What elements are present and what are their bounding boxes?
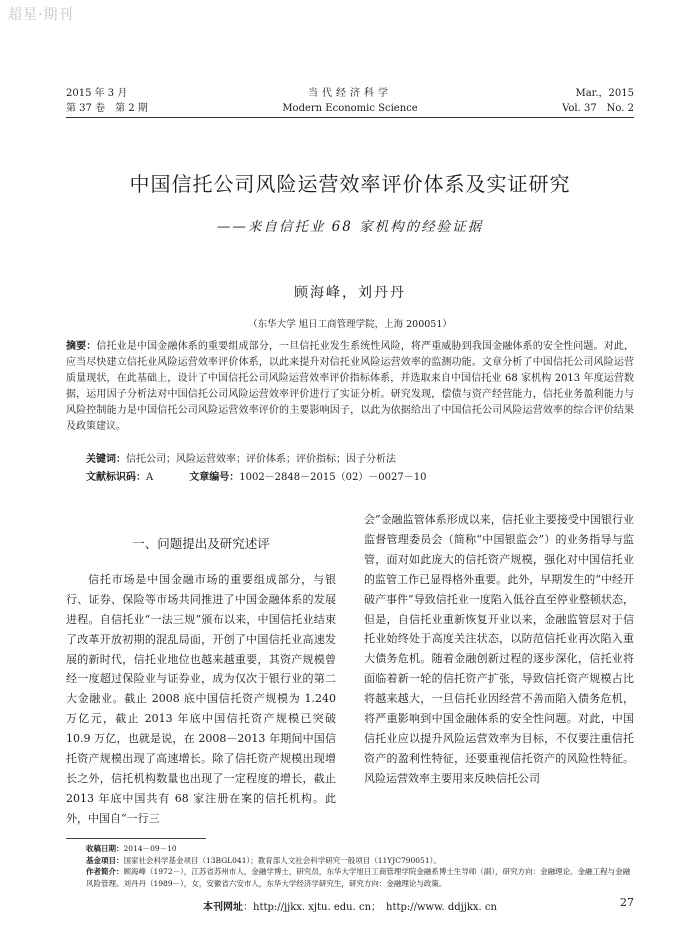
footnotes	[86, 843, 634, 889]
article-number-value: 1002－2848－2015（02）－0027－10	[239, 472, 427, 483]
watermark-logo: 超星·期刊	[8, 7, 74, 23]
author-affiliation: （东华大学 旭日工商管理学院，上海 200051）	[248, 319, 452, 330]
author-bio-text: 顾海峰（1972－），江苏省苏州市人，金融学博士，研究员，东华大学旭日工商管理学院金融系博士生导师（副），研究方向：金融理论、金融工程与金融风险管理。刘丹丹（1989－），女，安徽省六安市人，东华大学经济学研究生，研究方向：金融理论与政策。	[86, 867, 631, 888]
footnote-received	[86, 843, 634, 855]
journal-name-cn: 当代经济科学	[308, 88, 392, 99]
header-volume-cn: 第 37 卷 第 2 期	[66, 103, 148, 114]
received-label: 收稿日期：	[86, 844, 124, 853]
doc-code-value: A	[146, 472, 154, 483]
header-volume-en: Vol. 37 No. 2	[562, 103, 634, 114]
body-paragraph: 会”金融监管体系形成以来，信托业主要接受中国银行业监督管理委员会（简称“中国银监会”）的业务指导与监管，面对如此庞大的信托资产规模，强化对中国信托业的监管工作已显得格外重要。此外，早期发生的“中经开破产事件”导致信托业一度陷入低谷直至停业整顿状态，但是，自信托业重新恢复开业以来，金融监管层对于信托业始终处于高度关注状态，以防范信托业再次陷入重大债务危机。随着金融创新过程的逐步深化，信托业将面临着新一轮的信托资产扩张，导致信托资产规模占比将越来越大，一旦信托业因经营不善而陷入债务危机，将严重影响到中国金融体系的安全性问题。对此，中国信托业应以提升风险运营效率为目标，不仅要注重信托资产的盈利性特征，还要重视信托资产的风险性特征。风险运营效率主要用来反映信托公司	[364, 513, 634, 785]
paper-subtitle: ——来自信托业 68 家机构的经验证据	[216, 219, 484, 235]
abstract-label: 摘要：	[66, 341, 97, 352]
fund-label: 基金项目：	[86, 855, 124, 865]
footnote-fund	[86, 855, 634, 867]
header-rule	[66, 117, 634, 118]
website-urls[interactable]: ：http://jjkx. xjtu. edu. cn； http://www. ddjjkx. cn	[243, 902, 497, 913]
abstract	[66, 339, 634, 435]
classification	[86, 470, 634, 486]
keywords	[86, 452, 634, 468]
abstract-text: 信托业是中国金融体系的重要组成部分，一旦信托业发生系统性风险，将严重威胁到我国金融体系的安全性问题。对此，应当尽快建立信托业风险运营效率评价体系，以此来提升对信托业风险运营效率的监测功能。文章分析了中国信托公司风险运营质量现状，在此基础上，设计了中国信托公司风险运营效率评价指标体系，并选取来自中国信托业 68 家机构 2013 年度运营数据，运用因子分析法对中国信托公司风险运营效率评价进行了实证分析。研究发现，偿债与资产经营能力，信托业务盈利能力与风险控制能力是中国信托公司风险运营效率评价的主要影响因子，以此为依据给出了中国信托公司风险运营效率的综合评价结果及政策建议。	[66, 341, 635, 432]
header-issue-en	[562, 86, 634, 116]
received-date: 2014－09－10	[123, 844, 177, 853]
footnote-author	[86, 866, 634, 889]
section-heading: 一、问题提出及研究述评	[132, 536, 270, 551]
body-column-left	[66, 510, 336, 829]
body-paragraph: 信托市场是中国金融市场的重要组成部分，与银行、证券、保险等市场共同推进了中国金融体系的发展进程。自信托业“一法三规”颁布以来，中国信托业结束了改革开放初期的混乱局面，开创了中国信托业高速发展的新时代，信托业地位也越来越重要，其资产规模曾经一度超过保险业与证券业，成为仅次于银行业的第二大金融业。截止 2008 底中国信托资产规模为 1.240 万亿元，截止 2013 年底中国信托资产规模已突破 10.9 万亿，也就是说，在 2008－2013 年期间中国信托资产规模出现了高速增长。除了信托资产规模出现增长之外，信托机构数量也出现了一定程度的增长，截止 2013 年底中国共有 68 家注册在案的信托机构。此外，中国自“一行三	[66, 572, 336, 825]
website-label: 本刊网址	[203, 902, 244, 913]
paper-authors: 顾海峰，刘丹丹	[294, 285, 406, 301]
journal-website	[0, 898, 700, 913]
paper-title: 中国信托公司风险运营效率评价体系及实证研究	[129, 172, 571, 196]
header-date-cn: 2015 年 3 月	[66, 88, 128, 99]
keywords-text: 信托公司；风险运营效率；评价体系；评价指标；因子分析法	[126, 454, 396, 465]
article-number-label: 文章编号：	[189, 472, 240, 483]
journal-name-en: Modern Economic Science	[282, 103, 418, 114]
page-number: 27	[620, 896, 634, 909]
fund-text: 国家社会科学基金项目（13BGL041）；教育部人文社会科学研究一般项目（11YJC790051）。	[123, 855, 441, 865]
header-date-en: Mar.，2015	[575, 88, 634, 99]
author-bio-label: 作者简介：	[86, 867, 124, 876]
footnote-rule	[66, 838, 206, 839]
body-column-right	[364, 510, 634, 789]
doc-code-label: 文献标识码：	[86, 472, 146, 483]
keywords-label: 关键词：	[86, 454, 126, 465]
